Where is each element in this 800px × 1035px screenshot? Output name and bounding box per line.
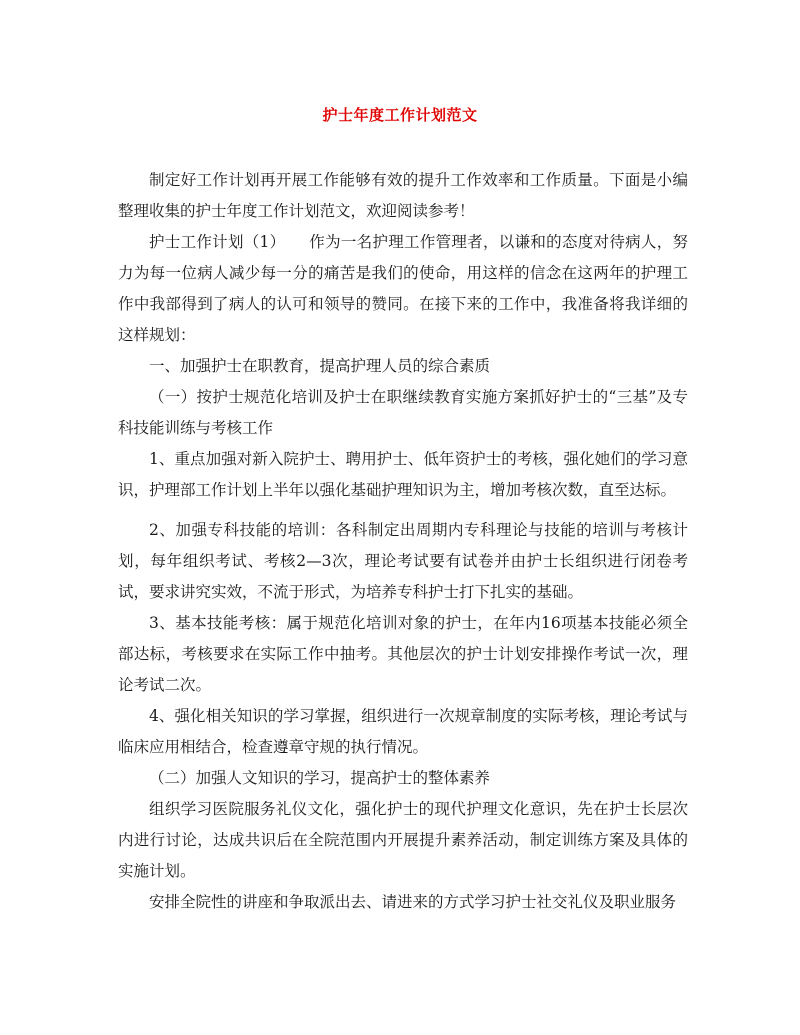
paragraph-lectures: 安排全院性的讲座和争取派出去、请进来的方式学习护士社交礼仪及职业服务 <box>149 893 677 911</box>
list-item-1: 1、重点加强对新入院护士、聘用护士、低年资护士的考核，强化她们的学习意识，护理部工作计划上半年以强化基础护理知识为主，增加考核次数，直至达标。 <box>118 450 688 499</box>
list-item-2: 2、加强专科技能的培训：各科制定出周期内专科理论与技能的培训与考核计划，每年组织考试、考核2—3次，理论考试要有试卷并由护士长组织进行闭卷考试，要求讲究实效，不流于形式，为培养专科护士打下扎实的基础。 <box>118 521 688 601</box>
paragraph-etiquette: 组织学习医院服务礼仪文化，强化护士的现代护理文化意识，先在护士长层次内进行讨论，达成共识后在全院范围内开展提升素养活动，制定训练方案及具体的实施计划。 <box>118 800 688 880</box>
subsection-heading-1: （一）按护士规范化培训及护士在职继续教育实施方案抓好护士的“三基”及专科技能训练与考核工作 <box>118 388 688 437</box>
document-title: 护士年度工作计划范文 <box>322 106 478 124</box>
paragraph-intro: 制定好工作计划再开展工作能够有效的提升工作效率和工作质量。下面是小编整理收集的护士年度工作计划范文，欢迎阅读参考！ <box>118 171 688 220</box>
section-heading-1: 一、加强护士在职教育，提高护理人员的综合素质 <box>149 357 491 375</box>
paragraph-plan-1: 护士工作计划（1） 作为一名护理工作管理者，以谦和的态度对待病人，努力为每一位病人减少每一分的痛苦是我们的使命，用这样的信念在这两年的护理工作中我部得到了病人的认可和领导的赞同。在接下来的工作中，我准备将我详细的这样规划： <box>118 233 688 344</box>
document-body <box>118 165 688 918</box>
list-item-4: 4、强化相关知识的学习掌握，组织进行一次规章制度的实际考核，理论考试与临床应用相结合，检查遵章守规的执行情况。 <box>118 707 688 756</box>
list-item-3: 3、基本技能考核：属于规范化培训对象的护士，在年内16项基本技能必须全部达标，考核要求在实际工作中抽考。其他层次的护士计划安排操作考试一次，理论考试二次。 <box>118 614 688 694</box>
subsection-heading-2: （二）加强人文知识的学习，提高护士的整体素养 <box>149 769 491 787</box>
